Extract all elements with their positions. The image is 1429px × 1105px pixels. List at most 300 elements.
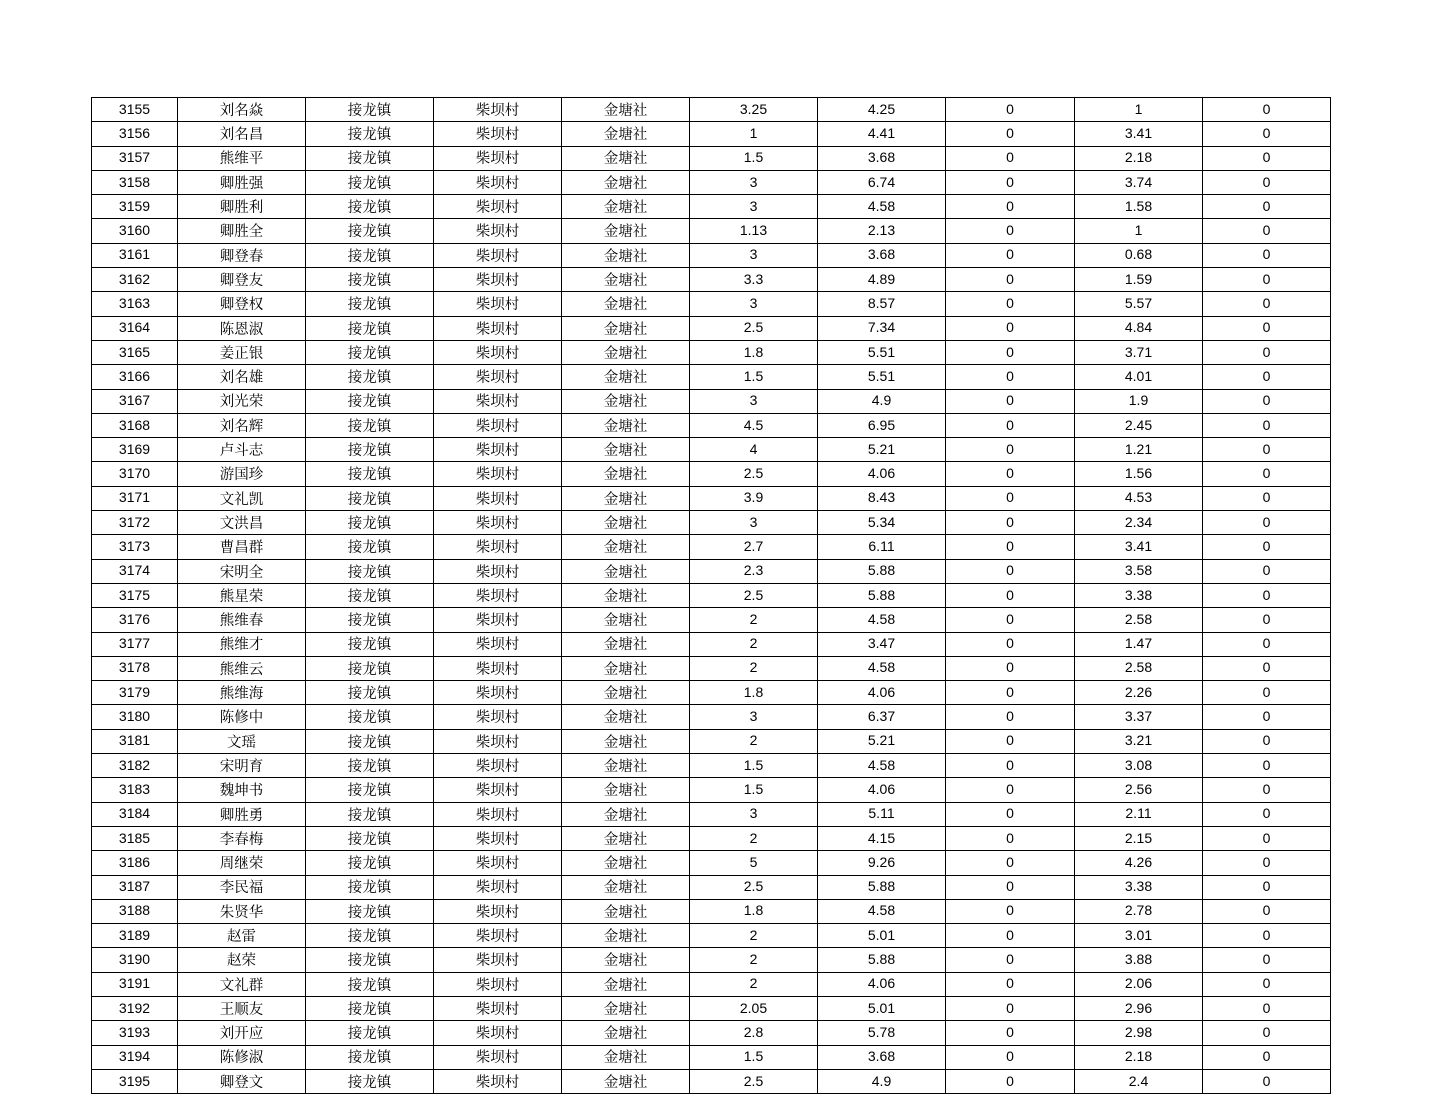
cell-group: 金塘社 [562, 219, 690, 243]
cell-value-b: 5.01 [818, 924, 946, 948]
table-row [92, 754, 1331, 778]
cell-group: 金塘社 [562, 98, 690, 122]
cell-value-a: 2 [690, 826, 818, 850]
cell-value-e: 0 [1203, 170, 1331, 194]
cell-name: 熊维云 [178, 656, 306, 680]
cell-record-id: 3179 [92, 681, 178, 705]
cell-value-c: 0 [946, 98, 1075, 122]
cell-value-a: 4 [690, 438, 818, 462]
cell-value-b: 4.06 [818, 972, 946, 996]
cell-group: 金塘社 [562, 632, 690, 656]
table-body [92, 98, 1331, 1094]
table-row [92, 778, 1331, 802]
cell-value-e: 0 [1203, 705, 1331, 729]
cell-village: 柴坝村 [434, 826, 562, 850]
cell-town: 接龙镇 [306, 851, 434, 875]
cell-village: 柴坝村 [434, 195, 562, 219]
cell-value-d: 3.71 [1075, 340, 1203, 364]
table-row [92, 438, 1331, 462]
cell-value-e: 0 [1203, 98, 1331, 122]
cell-value-b: 5.88 [818, 583, 946, 607]
cell-value-c: 0 [946, 948, 1075, 972]
cell-town: 接龙镇 [306, 195, 434, 219]
cell-village: 柴坝村 [434, 365, 562, 389]
cell-value-c: 0 [946, 754, 1075, 778]
cell-town: 接龙镇 [306, 413, 434, 437]
cell-value-a: 2 [690, 924, 818, 948]
cell-town: 接龙镇 [306, 754, 434, 778]
cell-value-e: 0 [1203, 195, 1331, 219]
cell-value-e: 0 [1203, 899, 1331, 923]
cell-value-a: 4.5 [690, 413, 818, 437]
cell-record-id: 3185 [92, 826, 178, 850]
cell-group: 金塘社 [562, 195, 690, 219]
cell-value-b: 5.34 [818, 511, 946, 535]
cell-name: 刘光荣 [178, 389, 306, 413]
table-row [92, 170, 1331, 194]
cell-group: 金塘社 [562, 948, 690, 972]
cell-value-b: 5.21 [818, 729, 946, 753]
table-row [92, 802, 1331, 826]
cell-value-a: 2.5 [690, 875, 818, 899]
cell-value-c: 0 [946, 899, 1075, 923]
cell-village: 柴坝村 [434, 729, 562, 753]
cell-value-d: 2.06 [1075, 972, 1203, 996]
table-row [92, 413, 1331, 437]
cell-record-id: 3158 [92, 170, 178, 194]
cell-record-id: 3180 [92, 705, 178, 729]
cell-record-id: 3194 [92, 1045, 178, 1069]
cell-value-a: 2 [690, 608, 818, 632]
cell-town: 接龙镇 [306, 438, 434, 462]
cell-town: 接龙镇 [306, 656, 434, 680]
cell-value-d: 2.18 [1075, 1045, 1203, 1069]
cell-value-c: 0 [946, 924, 1075, 948]
cell-value-b: 4.58 [818, 195, 946, 219]
cell-village: 柴坝村 [434, 924, 562, 948]
cell-value-e: 0 [1203, 948, 1331, 972]
cell-record-id: 3168 [92, 413, 178, 437]
cell-value-c: 0 [946, 389, 1075, 413]
cell-town: 接龙镇 [306, 316, 434, 340]
cell-value-e: 0 [1203, 875, 1331, 899]
cell-town: 接龙镇 [306, 462, 434, 486]
cell-value-c: 0 [946, 268, 1075, 292]
cell-value-c: 0 [946, 851, 1075, 875]
cell-group: 金塘社 [562, 389, 690, 413]
cell-name: 卿胜强 [178, 170, 306, 194]
cell-value-e: 0 [1203, 316, 1331, 340]
cell-town: 接龙镇 [306, 268, 434, 292]
cell-value-c: 0 [946, 705, 1075, 729]
table-row [92, 972, 1331, 996]
cell-value-b: 6.37 [818, 705, 946, 729]
cell-value-d: 4.01 [1075, 365, 1203, 389]
cell-value-e: 0 [1203, 924, 1331, 948]
cell-value-a: 3 [690, 243, 818, 267]
cell-group: 金塘社 [562, 705, 690, 729]
data-table [91, 97, 1331, 1094]
cell-village: 柴坝村 [434, 875, 562, 899]
cell-value-a: 1.8 [690, 899, 818, 923]
cell-value-a: 3 [690, 705, 818, 729]
cell-group: 金塘社 [562, 1021, 690, 1045]
table-row [92, 632, 1331, 656]
cell-value-b: 4.06 [818, 778, 946, 802]
cell-value-b: 6.74 [818, 170, 946, 194]
cell-value-e: 0 [1203, 219, 1331, 243]
cell-value-b: 3.68 [818, 1045, 946, 1069]
cell-value-a: 2 [690, 656, 818, 680]
cell-village: 柴坝村 [434, 1045, 562, 1069]
cell-value-c: 0 [946, 316, 1075, 340]
cell-value-c: 0 [946, 535, 1075, 559]
cell-town: 接龙镇 [306, 511, 434, 535]
cell-group: 金塘社 [562, 656, 690, 680]
cell-name: 赵荣 [178, 948, 306, 972]
cell-record-id: 3183 [92, 778, 178, 802]
cell-town: 接龙镇 [306, 1021, 434, 1045]
cell-village: 柴坝村 [434, 583, 562, 607]
cell-village: 柴坝村 [434, 608, 562, 632]
cell-value-e: 0 [1203, 292, 1331, 316]
cell-value-e: 0 [1203, 851, 1331, 875]
cell-value-d: 3.58 [1075, 559, 1203, 583]
cell-value-d: 2.58 [1075, 656, 1203, 680]
cell-group: 金塘社 [562, 316, 690, 340]
cell-value-c: 0 [946, 340, 1075, 364]
cell-value-b: 7.34 [818, 316, 946, 340]
cell-value-e: 0 [1203, 462, 1331, 486]
cell-village: 柴坝村 [434, 438, 562, 462]
cell-value-b: 8.57 [818, 292, 946, 316]
cell-value-c: 0 [946, 1021, 1075, 1045]
cell-town: 接龙镇 [306, 365, 434, 389]
cell-value-a: 1.8 [690, 340, 818, 364]
cell-value-d: 1.21 [1075, 438, 1203, 462]
table-row [92, 268, 1331, 292]
cell-value-a: 2 [690, 729, 818, 753]
cell-value-c: 0 [946, 219, 1075, 243]
cell-village: 柴坝村 [434, 656, 562, 680]
table-row [92, 729, 1331, 753]
cell-value-c: 0 [946, 1069, 1075, 1093]
cell-village: 柴坝村 [434, 340, 562, 364]
cell-group: 金塘社 [562, 511, 690, 535]
cell-name: 卿胜全 [178, 219, 306, 243]
cell-value-d: 1 [1075, 219, 1203, 243]
cell-value-e: 0 [1203, 778, 1331, 802]
cell-value-d: 0.68 [1075, 243, 1203, 267]
cell-value-d: 3.74 [1075, 170, 1203, 194]
cell-value-a: 2.5 [690, 1069, 818, 1093]
cell-town: 接龙镇 [306, 340, 434, 364]
cell-record-id: 3172 [92, 511, 178, 535]
cell-value-b: 5.78 [818, 1021, 946, 1045]
cell-name: 周继荣 [178, 851, 306, 875]
cell-record-id: 3176 [92, 608, 178, 632]
cell-value-e: 0 [1203, 268, 1331, 292]
table-row [92, 195, 1331, 219]
cell-value-e: 0 [1203, 365, 1331, 389]
cell-town: 接龙镇 [306, 802, 434, 826]
cell-value-e: 0 [1203, 413, 1331, 437]
table-row [92, 292, 1331, 316]
cell-value-c: 0 [946, 729, 1075, 753]
cell-name: 陈修淑 [178, 1045, 306, 1069]
cell-value-d: 3.88 [1075, 948, 1203, 972]
table-row [92, 98, 1331, 122]
cell-value-d: 4.26 [1075, 851, 1203, 875]
cell-value-d: 3.41 [1075, 535, 1203, 559]
cell-record-id: 3167 [92, 389, 178, 413]
cell-value-d: 3.01 [1075, 924, 1203, 948]
cell-value-b: 4.41 [818, 122, 946, 146]
cell-town: 接龙镇 [306, 98, 434, 122]
cell-village: 柴坝村 [434, 268, 562, 292]
cell-value-d: 3.38 [1075, 583, 1203, 607]
cell-group: 金塘社 [562, 826, 690, 850]
cell-value-b: 5.51 [818, 365, 946, 389]
cell-value-a: 1.13 [690, 219, 818, 243]
cell-value-a: 1.5 [690, 778, 818, 802]
cell-group: 金塘社 [562, 365, 690, 389]
cell-group: 金塘社 [562, 243, 690, 267]
cell-group: 金塘社 [562, 559, 690, 583]
cell-record-id: 3157 [92, 146, 178, 170]
table-row [92, 559, 1331, 583]
cell-record-id: 3156 [92, 122, 178, 146]
cell-village: 柴坝村 [434, 851, 562, 875]
cell-village: 柴坝村 [434, 972, 562, 996]
cell-name: 刘名焱 [178, 98, 306, 122]
cell-group: 金塘社 [562, 729, 690, 753]
table-row [92, 462, 1331, 486]
cell-name: 刘名雄 [178, 365, 306, 389]
cell-name: 游国珍 [178, 462, 306, 486]
cell-town: 接龙镇 [306, 1045, 434, 1069]
cell-value-b: 6.11 [818, 535, 946, 559]
cell-name: 赵雷 [178, 924, 306, 948]
cell-record-id: 3164 [92, 316, 178, 340]
cell-value-a: 3.3 [690, 268, 818, 292]
cell-town: 接龙镇 [306, 219, 434, 243]
cell-value-b: 4.58 [818, 656, 946, 680]
cell-town: 接龙镇 [306, 583, 434, 607]
cell-value-e: 0 [1203, 1069, 1331, 1093]
cell-value-b: 5.88 [818, 559, 946, 583]
cell-value-e: 0 [1203, 802, 1331, 826]
cell-group: 金塘社 [562, 462, 690, 486]
cell-value-d: 3.08 [1075, 754, 1203, 778]
cell-value-d: 1.58 [1075, 195, 1203, 219]
cell-village: 柴坝村 [434, 1021, 562, 1045]
cell-group: 金塘社 [562, 802, 690, 826]
cell-record-id: 3165 [92, 340, 178, 364]
cell-value-b: 5.21 [818, 438, 946, 462]
cell-value-c: 0 [946, 170, 1075, 194]
cell-record-id: 3188 [92, 899, 178, 923]
cell-value-d: 1.56 [1075, 462, 1203, 486]
cell-value-a: 3 [690, 389, 818, 413]
cell-value-c: 0 [946, 778, 1075, 802]
cell-value-b: 6.95 [818, 413, 946, 437]
cell-village: 柴坝村 [434, 1069, 562, 1093]
cell-village: 柴坝村 [434, 511, 562, 535]
table-row [92, 535, 1331, 559]
cell-group: 金塘社 [562, 146, 690, 170]
cell-value-e: 0 [1203, 972, 1331, 996]
cell-name: 熊维平 [178, 146, 306, 170]
cell-value-c: 0 [946, 243, 1075, 267]
cell-value-b: 4.58 [818, 608, 946, 632]
cell-value-a: 2.7 [690, 535, 818, 559]
cell-value-d: 5.57 [1075, 292, 1203, 316]
cell-name: 魏坤书 [178, 778, 306, 802]
cell-value-d: 2.78 [1075, 899, 1203, 923]
cell-town: 接龙镇 [306, 729, 434, 753]
cell-village: 柴坝村 [434, 778, 562, 802]
cell-name: 曹昌群 [178, 535, 306, 559]
cell-group: 金塘社 [562, 1069, 690, 1093]
cell-value-e: 0 [1203, 681, 1331, 705]
cell-village: 柴坝村 [434, 170, 562, 194]
cell-value-a: 5 [690, 851, 818, 875]
cell-town: 接龙镇 [306, 778, 434, 802]
cell-village: 柴坝村 [434, 996, 562, 1020]
table-row [92, 122, 1331, 146]
cell-value-c: 0 [946, 656, 1075, 680]
cell-value-c: 0 [946, 608, 1075, 632]
cell-record-id: 3191 [92, 972, 178, 996]
cell-record-id: 3160 [92, 219, 178, 243]
cell-town: 接龙镇 [306, 948, 434, 972]
cell-town: 接龙镇 [306, 972, 434, 996]
cell-name: 卿登春 [178, 243, 306, 267]
cell-value-b: 9.26 [818, 851, 946, 875]
cell-value-e: 0 [1203, 340, 1331, 364]
cell-group: 金塘社 [562, 996, 690, 1020]
cell-town: 接龙镇 [306, 608, 434, 632]
cell-value-d: 2.56 [1075, 778, 1203, 802]
cell-group: 金塘社 [562, 486, 690, 510]
cell-group: 金塘社 [562, 899, 690, 923]
cell-name: 文洪昌 [178, 511, 306, 535]
cell-name: 卿登文 [178, 1069, 306, 1093]
cell-value-d: 2.18 [1075, 146, 1203, 170]
cell-town: 接龙镇 [306, 535, 434, 559]
cell-value-e: 0 [1203, 729, 1331, 753]
cell-name: 宋明全 [178, 559, 306, 583]
cell-value-a: 1.8 [690, 681, 818, 705]
cell-group: 金塘社 [562, 340, 690, 364]
table-row [92, 340, 1331, 364]
table-row [92, 1045, 1331, 1069]
cell-record-id: 3195 [92, 1069, 178, 1093]
cell-town: 接龙镇 [306, 170, 434, 194]
cell-value-e: 0 [1203, 535, 1331, 559]
cell-value-c: 0 [946, 1045, 1075, 1069]
cell-record-id: 3170 [92, 462, 178, 486]
cell-value-a: 2 [690, 948, 818, 972]
cell-value-c: 0 [946, 632, 1075, 656]
cell-value-b: 5.01 [818, 996, 946, 1020]
cell-record-id: 3161 [92, 243, 178, 267]
cell-value-d: 3.41 [1075, 122, 1203, 146]
cell-record-id: 3166 [92, 365, 178, 389]
cell-record-id: 3173 [92, 535, 178, 559]
table-row [92, 1069, 1331, 1093]
cell-value-a: 2.5 [690, 583, 818, 607]
cell-record-id: 3177 [92, 632, 178, 656]
cell-village: 柴坝村 [434, 146, 562, 170]
cell-group: 金塘社 [562, 972, 690, 996]
cell-value-a: 2.5 [690, 316, 818, 340]
table-row [92, 681, 1331, 705]
cell-town: 接龙镇 [306, 486, 434, 510]
cell-value-c: 0 [946, 559, 1075, 583]
cell-value-d: 1.9 [1075, 389, 1203, 413]
cell-group: 金塘社 [562, 413, 690, 437]
cell-value-d: 2.96 [1075, 996, 1203, 1020]
cell-value-e: 0 [1203, 608, 1331, 632]
cell-value-c: 0 [946, 826, 1075, 850]
cell-value-a: 1 [690, 122, 818, 146]
cell-town: 接龙镇 [306, 996, 434, 1020]
cell-group: 金塘社 [562, 754, 690, 778]
cell-record-id: 3193 [92, 1021, 178, 1045]
cell-value-c: 0 [946, 122, 1075, 146]
cell-town: 接龙镇 [306, 632, 434, 656]
cell-village: 柴坝村 [434, 122, 562, 146]
cell-record-id: 3162 [92, 268, 178, 292]
cell-value-b: 2.13 [818, 219, 946, 243]
cell-town: 接龙镇 [306, 826, 434, 850]
cell-group: 金塘社 [562, 875, 690, 899]
cell-name: 文瑶 [178, 729, 306, 753]
cell-group: 金塘社 [562, 924, 690, 948]
cell-value-c: 0 [946, 462, 1075, 486]
table-row [92, 146, 1331, 170]
cell-group: 金塘社 [562, 268, 690, 292]
cell-value-a: 3 [690, 170, 818, 194]
cell-value-c: 0 [946, 996, 1075, 1020]
cell-value-d: 4.53 [1075, 486, 1203, 510]
cell-group: 金塘社 [562, 535, 690, 559]
cell-value-a: 2 [690, 632, 818, 656]
cell-group: 金塘社 [562, 583, 690, 607]
cell-value-c: 0 [946, 365, 1075, 389]
cell-value-c: 0 [946, 802, 1075, 826]
cell-value-e: 0 [1203, 486, 1331, 510]
cell-record-id: 3175 [92, 583, 178, 607]
cell-value-c: 0 [946, 195, 1075, 219]
cell-value-a: 3 [690, 195, 818, 219]
cell-group: 金塘社 [562, 778, 690, 802]
cell-value-a: 3 [690, 802, 818, 826]
cell-town: 接龙镇 [306, 292, 434, 316]
cell-value-a: 2.8 [690, 1021, 818, 1045]
cell-value-a: 2 [690, 972, 818, 996]
cell-value-d: 2.15 [1075, 826, 1203, 850]
cell-value-d: 2.26 [1075, 681, 1203, 705]
table-row [92, 243, 1331, 267]
cell-value-b: 3.68 [818, 243, 946, 267]
cell-town: 接龙镇 [306, 875, 434, 899]
cell-name: 刘开应 [178, 1021, 306, 1045]
cell-town: 接龙镇 [306, 681, 434, 705]
cell-village: 柴坝村 [434, 948, 562, 972]
